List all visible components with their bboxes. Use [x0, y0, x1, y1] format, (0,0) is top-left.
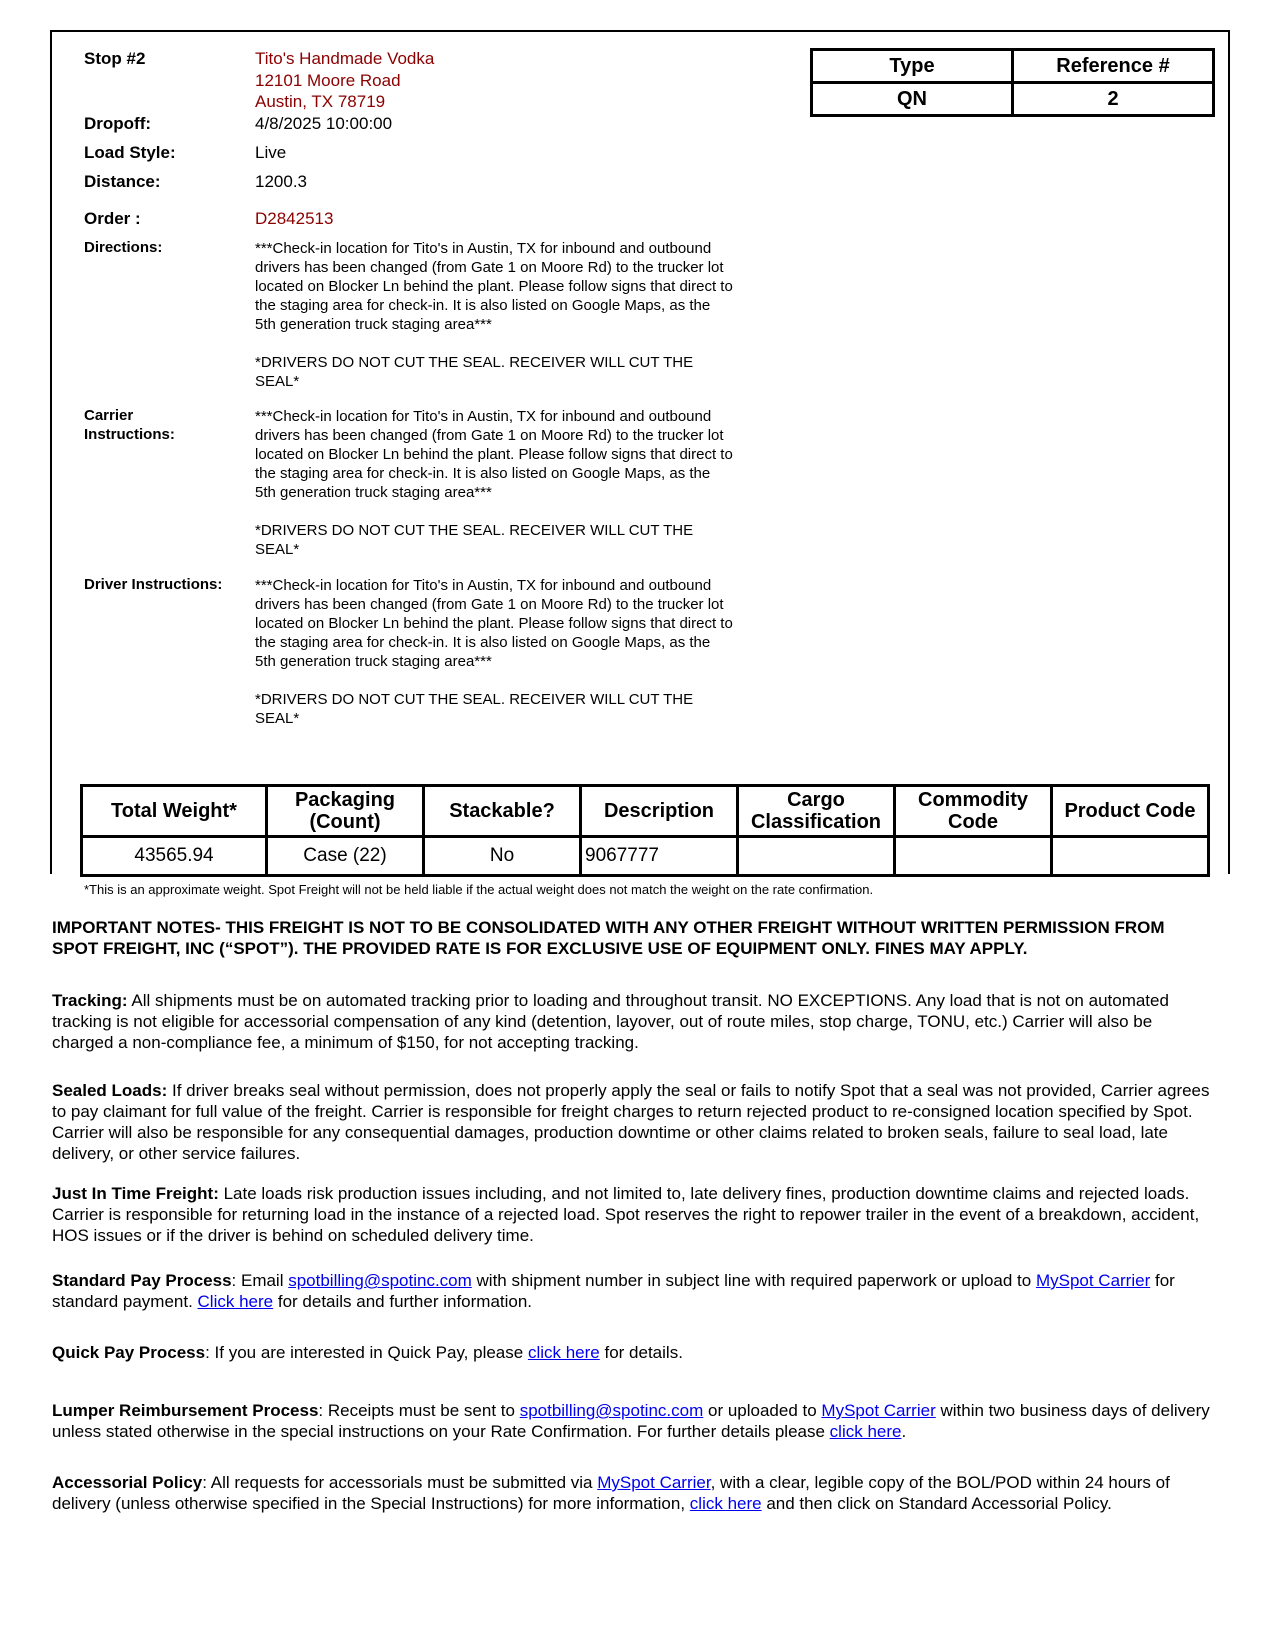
accessorial-section — [52, 1472, 1212, 1514]
standard-pay-click-here-link[interactable]: Click here — [197, 1292, 274, 1311]
tracking-text: All shipments must be on automated tracking prior to loading and throughout transit. NO EXCEPTIONS. Any load that is not on automated tracking is not eligible for accessorial compensation of any kind (detention, layover, out of route miles, stop charge, TONU, etc.) Carrier will also be charged a non-compliance fee, a minimum of $150, for not accepting tracking. — [52, 991, 1169, 1052]
lumper-section — [52, 1400, 1212, 1442]
lumper-text: . — [901, 1422, 907, 1441]
stackable-cell: No — [424, 837, 581, 876]
commodity-code-cell — [895, 837, 1052, 876]
accessorial-click-here-link[interactable]: click here — [689, 1494, 762, 1513]
description-cell: 9067777 — [581, 837, 738, 876]
carrier-instructions-label-line1: Carrier — [84, 407, 134, 424]
directions-seal-note: *DRIVERS DO NOT CUT THE SEAL. RECEIVER WILL CUT THE SEAL* — [255, 354, 694, 390]
standard-pay-text: for standard payment. — [52, 1271, 1175, 1311]
distance-label: Distance: — [84, 172, 161, 191]
description-header: Description — [581, 786, 738, 837]
accessorial-text: and then click on Standard Accessorial Policy. — [761, 1494, 1112, 1513]
directions-text — [255, 239, 735, 391]
quick-pay-section — [52, 1342, 1212, 1363]
quick-pay-click-here-link[interactable]: click here — [527, 1343, 600, 1362]
accessorial-label: Accessorial Policy — [52, 1473, 203, 1492]
lumper-text: : Receipts must be sent to — [318, 1401, 520, 1420]
load-style-label: Load Style: — [84, 143, 176, 162]
table-row — [82, 837, 1209, 876]
reference-value: 2 — [1013, 83, 1214, 116]
weight-footnote: *This is an approximate weight. Spot Freight will not be held liable if the actual weight does not match the weight on the rate confirmation. — [84, 882, 874, 897]
distance-value: 1200.3 — [255, 172, 307, 191]
driver-instructions-label: Driver Instructions: — [84, 576, 223, 593]
order-value: D2842513 — [255, 209, 334, 228]
jit-text: Late loads risk production issues including, and not limited to, late delivery fines, production downtime claims and rejected loads. Carrier is responsible for returning load in the instance of a rejected load. Spot reserves the right to repower trailer in the event of a breakdown, accident, HOS issues or if the driver is behind on scheduled delivery time. — [52, 1184, 1200, 1245]
tracking-label: Tracking: — [52, 991, 128, 1010]
cargo-table — [80, 784, 1210, 877]
dropoff-value: 4/8/2025 10:00:00 — [255, 114, 393, 133]
total-weight-header: Total Weight* — [82, 786, 267, 837]
tracking-section — [52, 990, 1212, 1053]
load-style-value: Live — [255, 143, 287, 162]
jit-label: Just In Time Freight: — [52, 1184, 219, 1203]
lumper-myspot-carrier-link[interactable]: MySpot Carrier — [821, 1401, 936, 1420]
lumper-email-link[interactable]: spotbilling@spotinc.com — [519, 1401, 704, 1420]
lumper-text: within two business days of delivery unless stated otherwise in the special instructions on your Rate Confirmation. For further details please — [52, 1401, 1210, 1441]
quick-pay-label: Quick Pay Process — [52, 1343, 206, 1362]
jit-section — [52, 1183, 1212, 1246]
reference-header: Reference # — [1013, 50, 1214, 83]
driver-seal-note: *DRIVERS DO NOT CUT THE SEAL. RECEIVER WILL CUT THE SEAL* — [255, 691, 694, 727]
standard-pay-label: Standard Pay Process — [52, 1271, 232, 1290]
lumper-click-here-link[interactable]: click here — [829, 1422, 902, 1441]
sealed-loads-section — [52, 1080, 1212, 1164]
carrier-instructions-text — [255, 407, 735, 559]
directions-label: Directions: — [84, 239, 163, 256]
cargo-classification-header: Cargo Classification — [738, 786, 895, 837]
accessorial-text: , with a clear, legible copy of the BOL/POD within 24 hours of delivery (unless otherwise specified in the Special Instructions) for more information, — [52, 1473, 1170, 1513]
driver-instructions-text — [255, 576, 735, 728]
order-label: Order : — [84, 209, 141, 228]
quick-pay-text: for details. — [599, 1343, 683, 1362]
billing-email-link[interactable]: spotbilling@spotinc.com — [288, 1271, 472, 1290]
commodity-code-header: Commodity Code — [895, 786, 1052, 837]
quick-pay-text: : If you are interested in Quick Pay, please — [205, 1343, 528, 1362]
cargo-classification-cell — [738, 837, 895, 876]
packaging-header: Packaging (Count) — [267, 786, 424, 837]
accessorial-myspot-carrier-link[interactable]: MySpot Carrier — [597, 1473, 711, 1492]
accessorial-text: : All requests for accessorials must be submitted via — [202, 1473, 598, 1492]
standard-pay-text: for details and further information. — [273, 1292, 533, 1311]
lumper-text: or uploaded to — [703, 1401, 822, 1420]
driver-instruction: ***Check-in location for Tito's in Austin, TX for inbound and outbound drivers has been changed (from Gate 1 on Moore Rd) to the trucker lot located on Blocker Ln behind the plant. Please follow signs that direct to the staging area for check-in. It is also listed on Google Maps, as the 5th generation truck staging area*** — [255, 577, 733, 670]
stackable-header: Stackable? — [424, 786, 581, 837]
stop-label: Stop #2 — [84, 49, 146, 68]
product-code-header: Product Code — [1052, 786, 1209, 837]
type-header: Type — [812, 50, 1013, 83]
sealed-loads-text: If driver breaks seal without permission, does not properly apply the seal or fails to notify Spot that a seal was not provided, Carrier agrees to pay claimant for full value of the freight. Carrier is responsible for freight charges to return rejected product to re-consigned location specified by Spot. Carrier will also be responsible for any consequential damages, production downtime or other claims related to broken seals, failure to seal load, late delivery, or other service failures. — [52, 1081, 1210, 1163]
myspot-carrier-link[interactable]: MySpot Carrier — [1035, 1271, 1151, 1290]
carrier-seal-note: *DRIVERS DO NOT CUT THE SEAL. RECEIVER WILL CUT THE SEAL* — [255, 522, 694, 558]
total-weight-cell: 43565.94 — [82, 837, 267, 876]
stop-company: Tito's Handmade Vodka — [255, 49, 435, 68]
lumper-label: Lumper Reimbursement Process — [52, 1401, 319, 1420]
reference-table — [810, 48, 1215, 117]
standard-pay-text: : Email — [231, 1271, 289, 1290]
packaging-cell: Case (22) — [267, 837, 424, 876]
stop-address-line2: Austin, TX 78719 — [255, 92, 386, 111]
stop-address-line1: 12101 Moore Road — [255, 71, 401, 90]
sealed-loads-label: Sealed Loads: — [52, 1081, 168, 1100]
standard-pay-section — [52, 1270, 1212, 1312]
dropoff-label: Dropoff: — [84, 114, 152, 133]
important-notes: IMPORTANT NOTES- THIS FREIGHT IS NOT TO BE CONSOLIDATED WITH ANY OTHER FREIGHT WITHOUT WRITTEN PERMISSION FROM SPOT FREIGHT, INC (“SPOT”). THE PROVIDED RATE IS FOR EXCLUSIVE USE OF EQUIPMENT ONLY. FINES MAY APPLY. — [52, 918, 1165, 958]
standard-pay-text: with shipment number in subject line with required paperwork or upload to — [471, 1271, 1036, 1290]
carrier-instruction: ***Check-in location for Tito's in Austin, TX for inbound and outbound drivers has been changed (from Gate 1 on Moore Rd) to the trucker lot located on Blocker Ln behind the plant. Please follow signs that direct to the staging area for check-in. It is also listed on Google Maps, as the 5th generation truck staging area*** — [255, 408, 733, 501]
type-value: QN — [812, 83, 1013, 116]
directions-instruction: ***Check-in location for Tito's in Austin, TX for inbound and outbound drivers has been changed (from Gate 1 on Moore Rd) to the trucker lot located on Blocker Ln behind the plant. Please follow signs that direct to the staging area for check-in. It is also listed on Google Maps, as the 5th generation truck staging area*** — [255, 240, 733, 333]
carrier-instructions-label-line2: Instructions: — [84, 426, 175, 443]
product-code-cell — [1052, 837, 1209, 876]
